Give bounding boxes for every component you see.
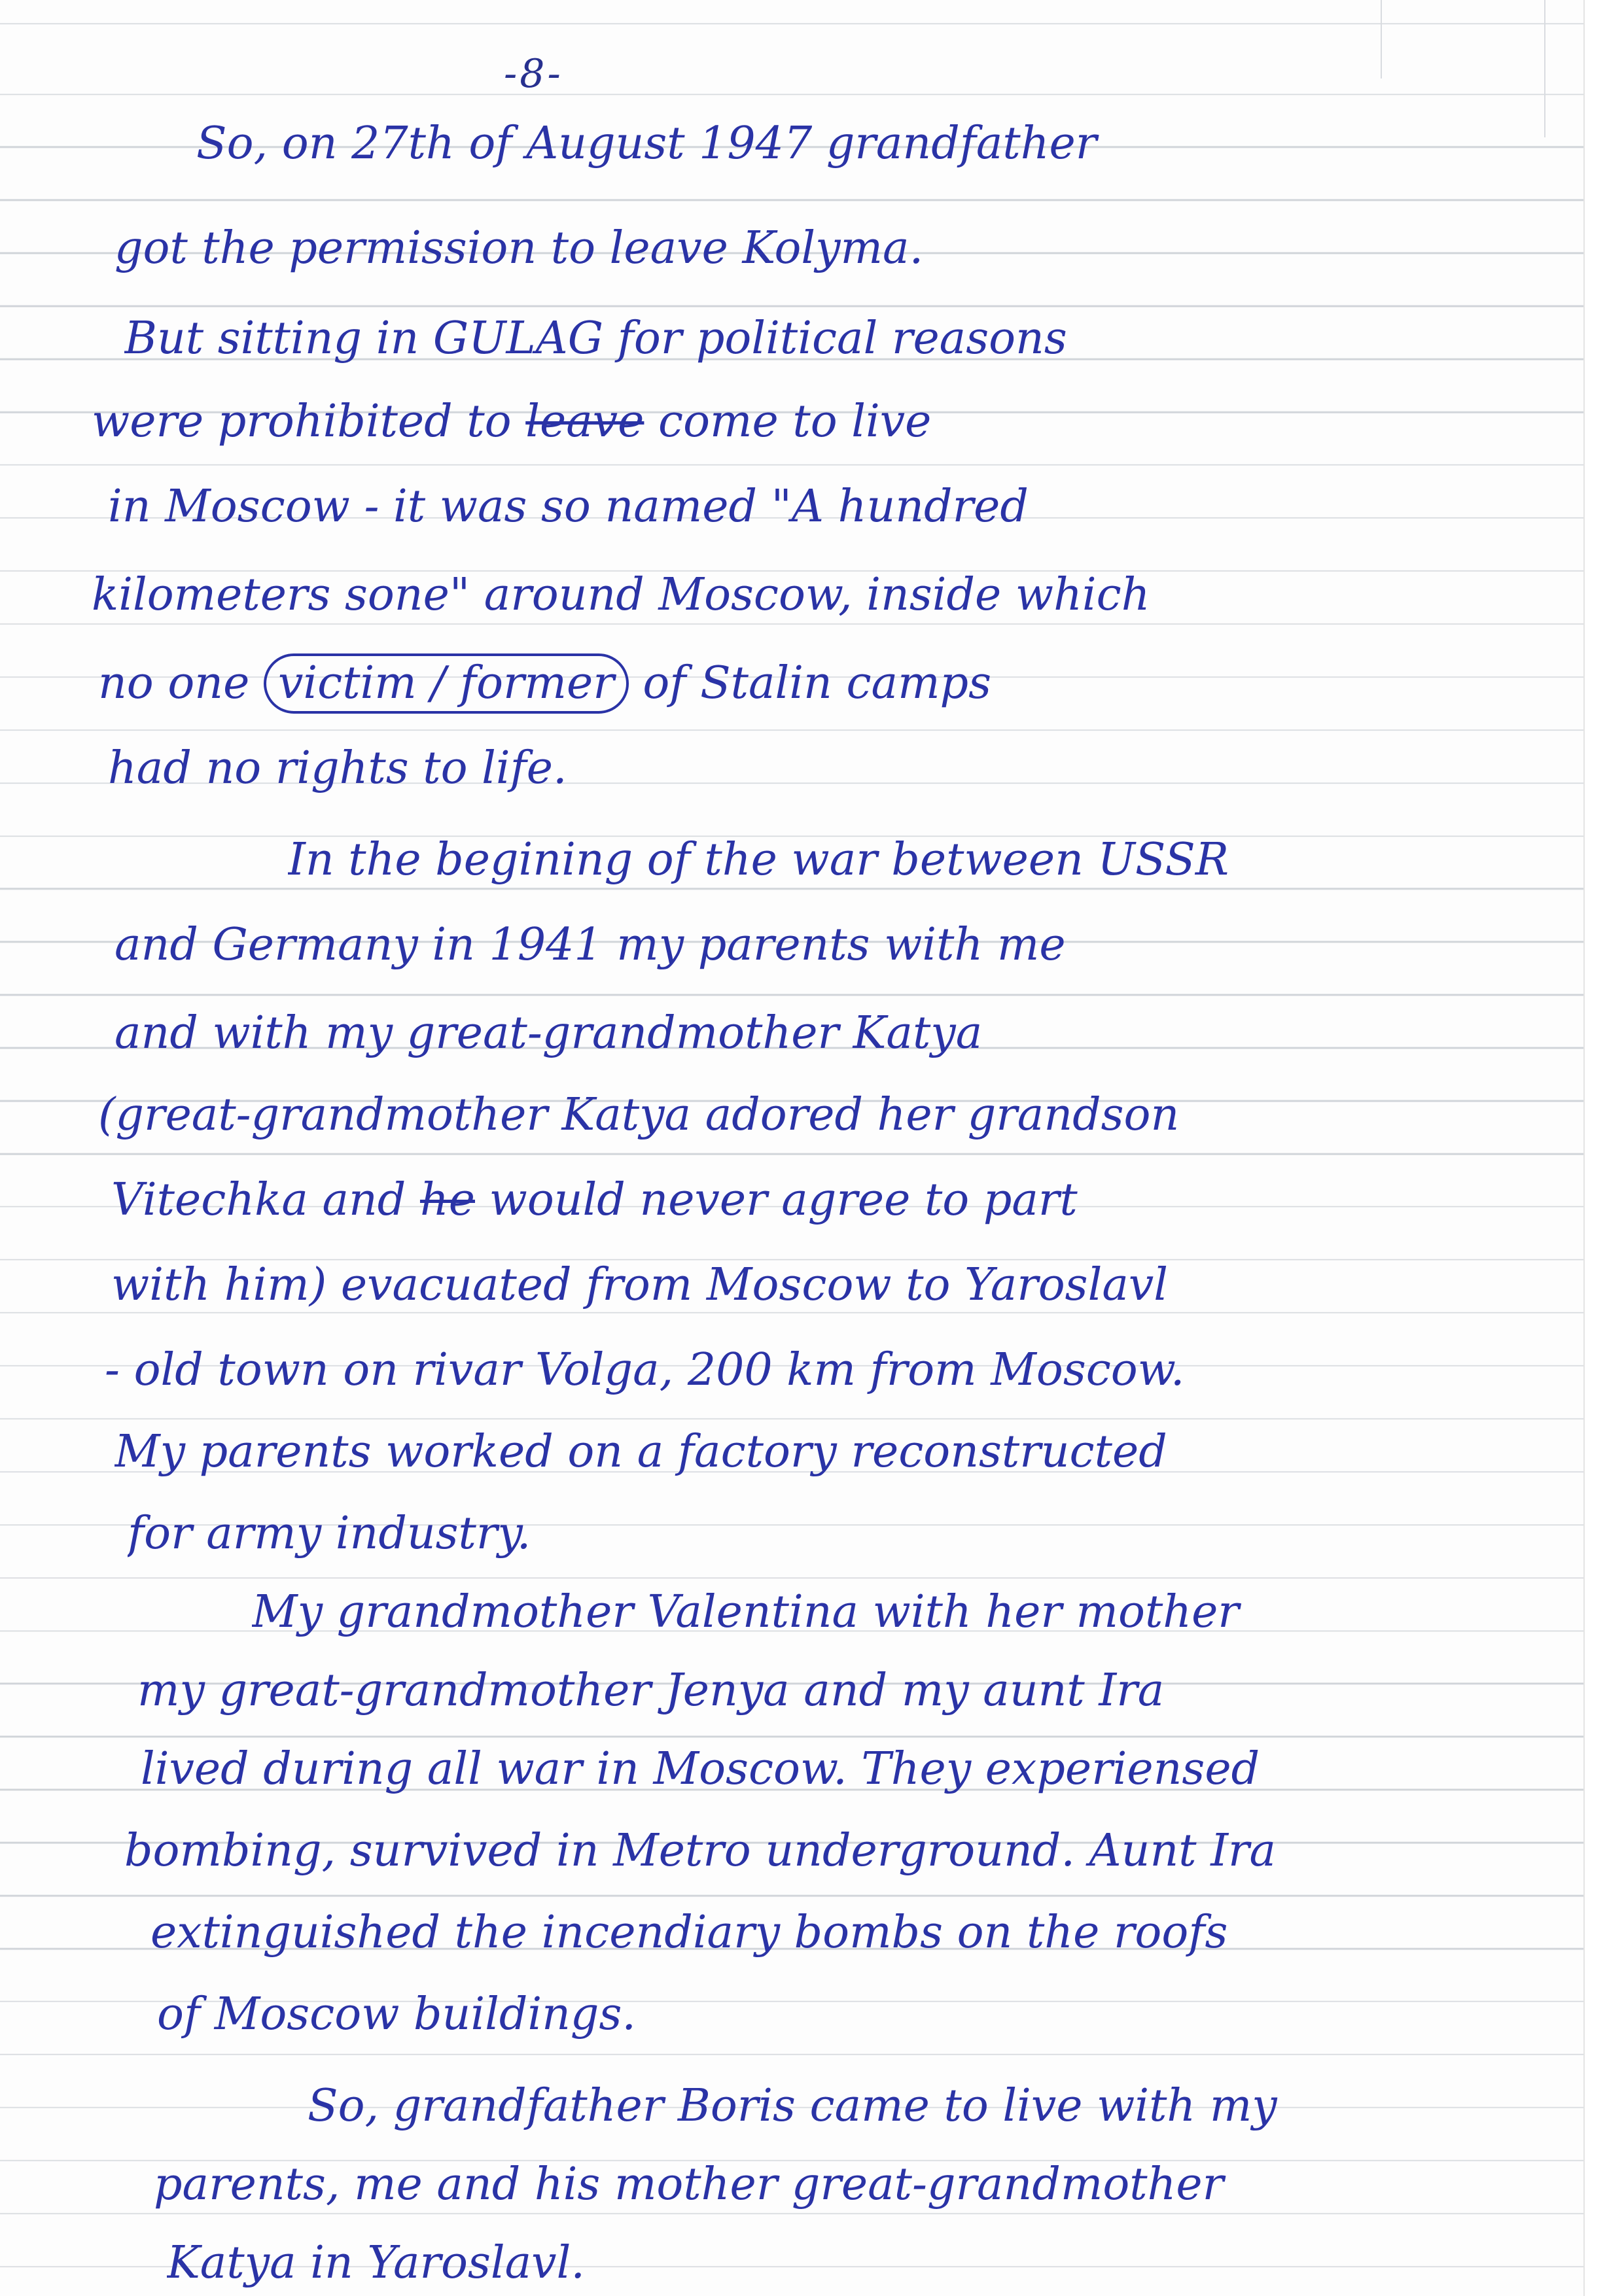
handwritten-line: (great-grandmother Katya adored her grandson: [98, 1089, 1180, 1141]
handwritten-line: bombing, survived in Metro underground. Aunt Ira: [124, 1825, 1277, 1877]
handwritten-line: - old town on rivar Volga, 200 km from Moscow.: [105, 1344, 1185, 1396]
handwritten-line: So, on 27th of August 1947 grandfather: [196, 118, 1097, 169]
handwritten-line: parents, me and his mother great-grandmother: [154, 2159, 1224, 2210]
page-number: -8-: [504, 51, 563, 97]
handwritten-line: were prohibited to leave come to live: [92, 396, 932, 447]
page-edge-mark: [1381, 0, 1382, 78]
handwritten-line: and with my great-grandmother Katya: [115, 1007, 983, 1059]
line-text: were prohibited to: [92, 396, 526, 447]
strikethrough-word: leave: [525, 396, 644, 447]
handwritten-line: and Germany in 1941 my parents with me: [115, 919, 1066, 971]
handwritten-line: no one victim / former of Stalin camps: [98, 651, 1624, 716]
handwritten-line: lived during all war in Moscow. They experiensed: [141, 1743, 1260, 1795]
handwritten-line: got the permission to leave Kolyma.: [115, 222, 924, 274]
handwritten-line: So, grandfather Boris came to live with my: [308, 2080, 1277, 2132]
handwritten-line: for army industry.: [128, 1508, 531, 1559]
handwritten-line: with him) evacuated from Moscow to Yaroslavl: [111, 1259, 1169, 1311]
handwritten-line: In the begining of the war between USSR: [288, 834, 1229, 886]
handwritten-line: But sitting in GULAG for political reasons: [124, 313, 1067, 364]
handwritten-line: kilometers sone" around Moscow, inside which: [92, 569, 1150, 621]
handwritten-line: extinguished the incendiary bombs on the roofs: [150, 1907, 1228, 1958]
handwritten-line: Katya in Yaroslavl.: [167, 2237, 585, 2289]
circled-phrase: victim / former: [264, 653, 629, 714]
handwritten-line: Vitechka and he would never agree to part: [111, 1174, 1078, 1226]
handwritten-line: My parents worked on a factory reconstructed: [115, 1426, 1167, 1478]
handwritten-line: of Moscow buildings.: [157, 1989, 636, 2040]
handwritten-line: my great-grandmother Jenya and my aunt Ira: [137, 1665, 1165, 1716]
handwritten-line: in Moscow - it was so named "A hundred: [108, 481, 1029, 532]
handwritten-line: My grandmother Valentina with her mother: [252, 1586, 1239, 1638]
strikethrough-word: he: [419, 1174, 475, 1226]
handwritten-line: had no rights to life.: [108, 742, 567, 794]
